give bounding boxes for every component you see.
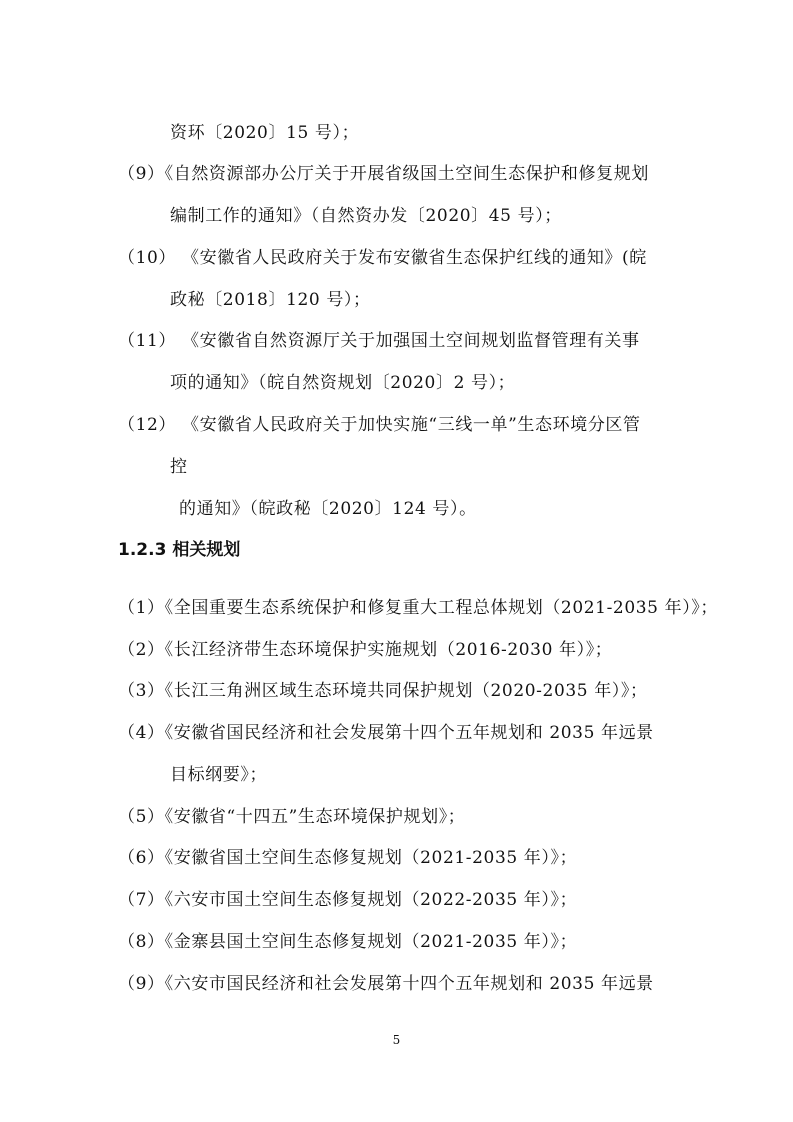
page-number: 5 <box>392 1033 401 1047</box>
law-item-9-continuation: 编制工作的通知》（自然资办发〔2020〕45 号）； <box>170 206 562 226</box>
law-item-10-continuation: 政秘〔2018〕120 号）； <box>170 290 371 310</box>
plan-item-4-continuation: 目标纲要》； <box>170 765 268 785</box>
plan-item-9: （9）《六安市国民经济和社会发展第十四个五年规划和 2035 年远景 <box>118 974 654 994</box>
law-item-8-continuation: 资环〔2020〕15 号）； <box>170 123 360 143</box>
law-item-12: （12） 《安徽省人民政府关于加快实施“三线一单”生态环境分区管 <box>118 415 641 435</box>
section-heading: 1.2.3 相关规划 <box>118 540 241 560</box>
plan-item-5: （5）《安徽省“十四五”生态环境保护规划》； <box>118 807 466 827</box>
law-item-11: （11） 《安徽省自然资源厅关于加强国土空间规划监督管理有关事 <box>118 331 640 351</box>
plan-item-3: （3）《长江三角洲区域生态环境共同保护规划（2020-2035 年）》； <box>118 681 648 701</box>
plan-item-8: （8）《金寨县国土空间生态修复规划（2021-2035 年）》； <box>118 932 578 952</box>
law-item-12-continuation: 控 <box>170 457 188 477</box>
plan-item-7: （7）《六安市国土空间生态修复规划（2022-2035 年）》； <box>118 890 578 910</box>
law-item-12-continuation-2: 的通知》（皖政秘〔2020〕124 号）。 <box>179 499 477 519</box>
plan-item-1: （1）《全国重要生态系统保护和修复重大工程总体规划（2021-2035 年）》； <box>118 598 718 618</box>
law-item-9: （9）《自然资源部办公厅关于开展省级国土空间生态保护和修复规划 <box>118 164 649 184</box>
law-item-10: （10） 《安徽省人民政府关于发布安徽省生态保护红线的通知》(皖 <box>118 248 647 268</box>
plan-item-4: （4）《安徽省国民经济和社会发展第十四个五年规划和 2035 年远景 <box>118 723 654 743</box>
plan-item-6: （6）《安徽省国土空间生态修复规划（2021-2035 年）》； <box>118 848 578 868</box>
law-item-11-continuation: 项的通知》（皖自然资规划〔2020〕2 号）； <box>170 373 516 393</box>
plan-item-2: （2）《长江经济带生态环境保护实施规划（2016-2030 年）》； <box>118 640 613 660</box>
